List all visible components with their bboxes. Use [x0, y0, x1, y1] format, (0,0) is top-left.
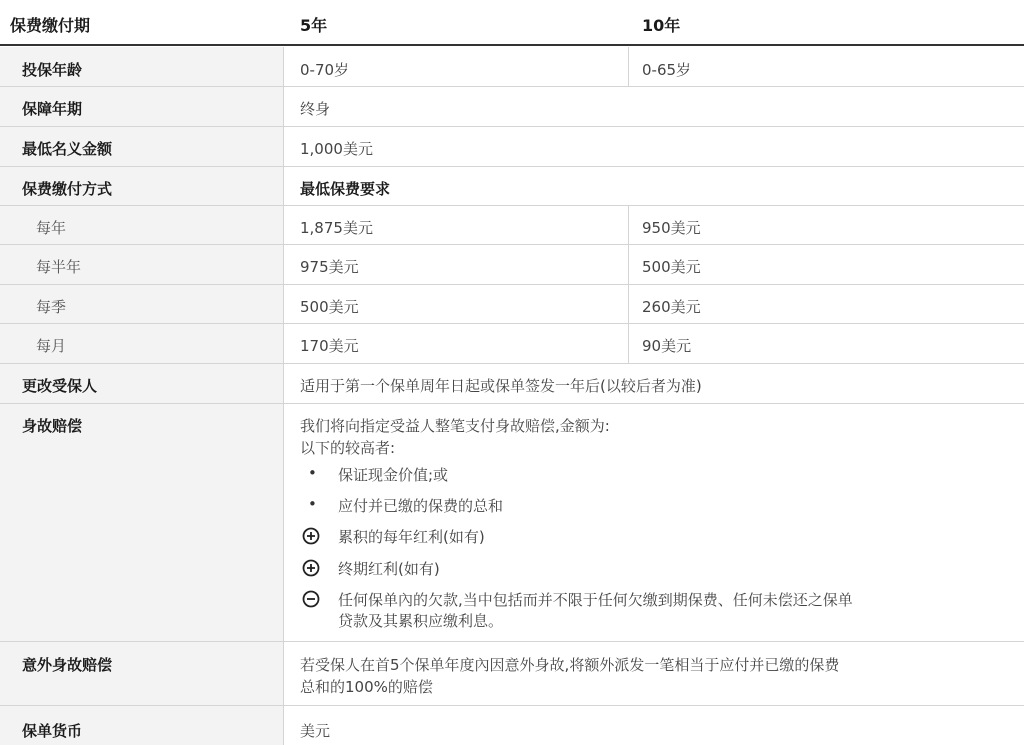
accident-line-1: 若受保人在首5个保单年度內因意外身故,将额外派发一笔相当于应付并已缴的保费	[300, 656, 840, 674]
row-death-benefit	[0, 404, 1024, 642]
plus-circle-icon	[302, 527, 320, 545]
death-benefit-intro: 我们将向指定受益人整笔支付身故赔偿,金额为:	[300, 417, 610, 435]
value-5-year: 500美元	[300, 298, 359, 316]
value: 美元	[300, 722, 331, 740]
min-premium-heading: 最低保费要求	[300, 180, 391, 198]
plus-annual-dividend: 累积的每年红利(如有)	[338, 528, 485, 546]
plus-circle-icon	[302, 559, 320, 577]
row-label: 每半年	[36, 258, 82, 276]
row-quarterly	[0, 285, 1024, 324]
value-5-year: 0-70岁	[300, 61, 350, 79]
row-label: 每年	[36, 219, 67, 237]
value-10-year: 260美元	[642, 298, 701, 316]
value-10-year: 500美元	[642, 258, 701, 276]
value-5-year: 1,875美元	[300, 219, 373, 237]
minus-circle-icon	[302, 590, 320, 608]
bullet-icon: •	[308, 464, 317, 482]
row-benefit-term	[0, 87, 1024, 127]
plus-terminal-dividend: 终期红利(如有)	[338, 560, 440, 578]
row-change-insured	[0, 364, 1024, 404]
row-monthly	[0, 324, 1024, 364]
row-label: 保单货币	[22, 722, 83, 740]
row-label: 每季	[36, 298, 67, 316]
value-5-year: 170美元	[300, 337, 359, 355]
row-policy-currency	[0, 706, 1024, 745]
value: 适用于第一个保单周年日起或保单签发一年后(以较后者为准)	[300, 377, 702, 395]
value-5-year: 975美元	[300, 258, 359, 276]
row-label: 每月	[36, 337, 67, 355]
row-payment-mode	[0, 167, 1024, 206]
row-annual	[0, 206, 1024, 245]
value-10-year: 0-65岁	[642, 61, 692, 79]
accident-line-2: 总和的100%的赔偿	[300, 678, 433, 696]
minus-outstanding-debt: 任何保单內的欠款,当中包括而并不限于任何欠缴到期保费、任何未偿还之保单	[338, 591, 853, 609]
row-min-notional	[0, 127, 1024, 167]
value-10-year: 950美元	[642, 219, 701, 237]
header-10-year: 10年	[642, 16, 681, 35]
table-header	[0, 0, 1024, 46]
row-label: 保障年期	[22, 100, 83, 118]
minus-outstanding-debt-cont: 贷款及其累积应缴利息。	[338, 612, 504, 630]
value: 终身	[300, 100, 331, 118]
value: 1,000美元	[300, 140, 373, 158]
row-issue-age	[0, 47, 1024, 87]
row-accidental-death	[0, 642, 1024, 706]
row-label: 身故赔偿	[22, 417, 83, 435]
row-label: 最低名义金额	[22, 140, 113, 158]
header-5-year: 5年	[300, 16, 328, 35]
row-label: 投保年龄	[22, 61, 83, 79]
row-label: 意外身故赔偿	[22, 656, 113, 674]
row-semi-annual	[0, 245, 1024, 285]
header-period: 保费缴付期	[10, 16, 91, 35]
death-benefit-greater: 以下的较高者:	[300, 439, 396, 457]
value-10-year: 90美元	[642, 337, 692, 355]
bullet-premiums-paid: 应付并已缴的保费的总和	[338, 497, 504, 515]
row-label: 更改受保人	[22, 377, 98, 395]
bullet-cash-value: 保证现金价值;或	[338, 466, 449, 484]
bullet-icon: •	[308, 495, 317, 513]
row-label: 保费缴付方式	[22, 180, 113, 198]
